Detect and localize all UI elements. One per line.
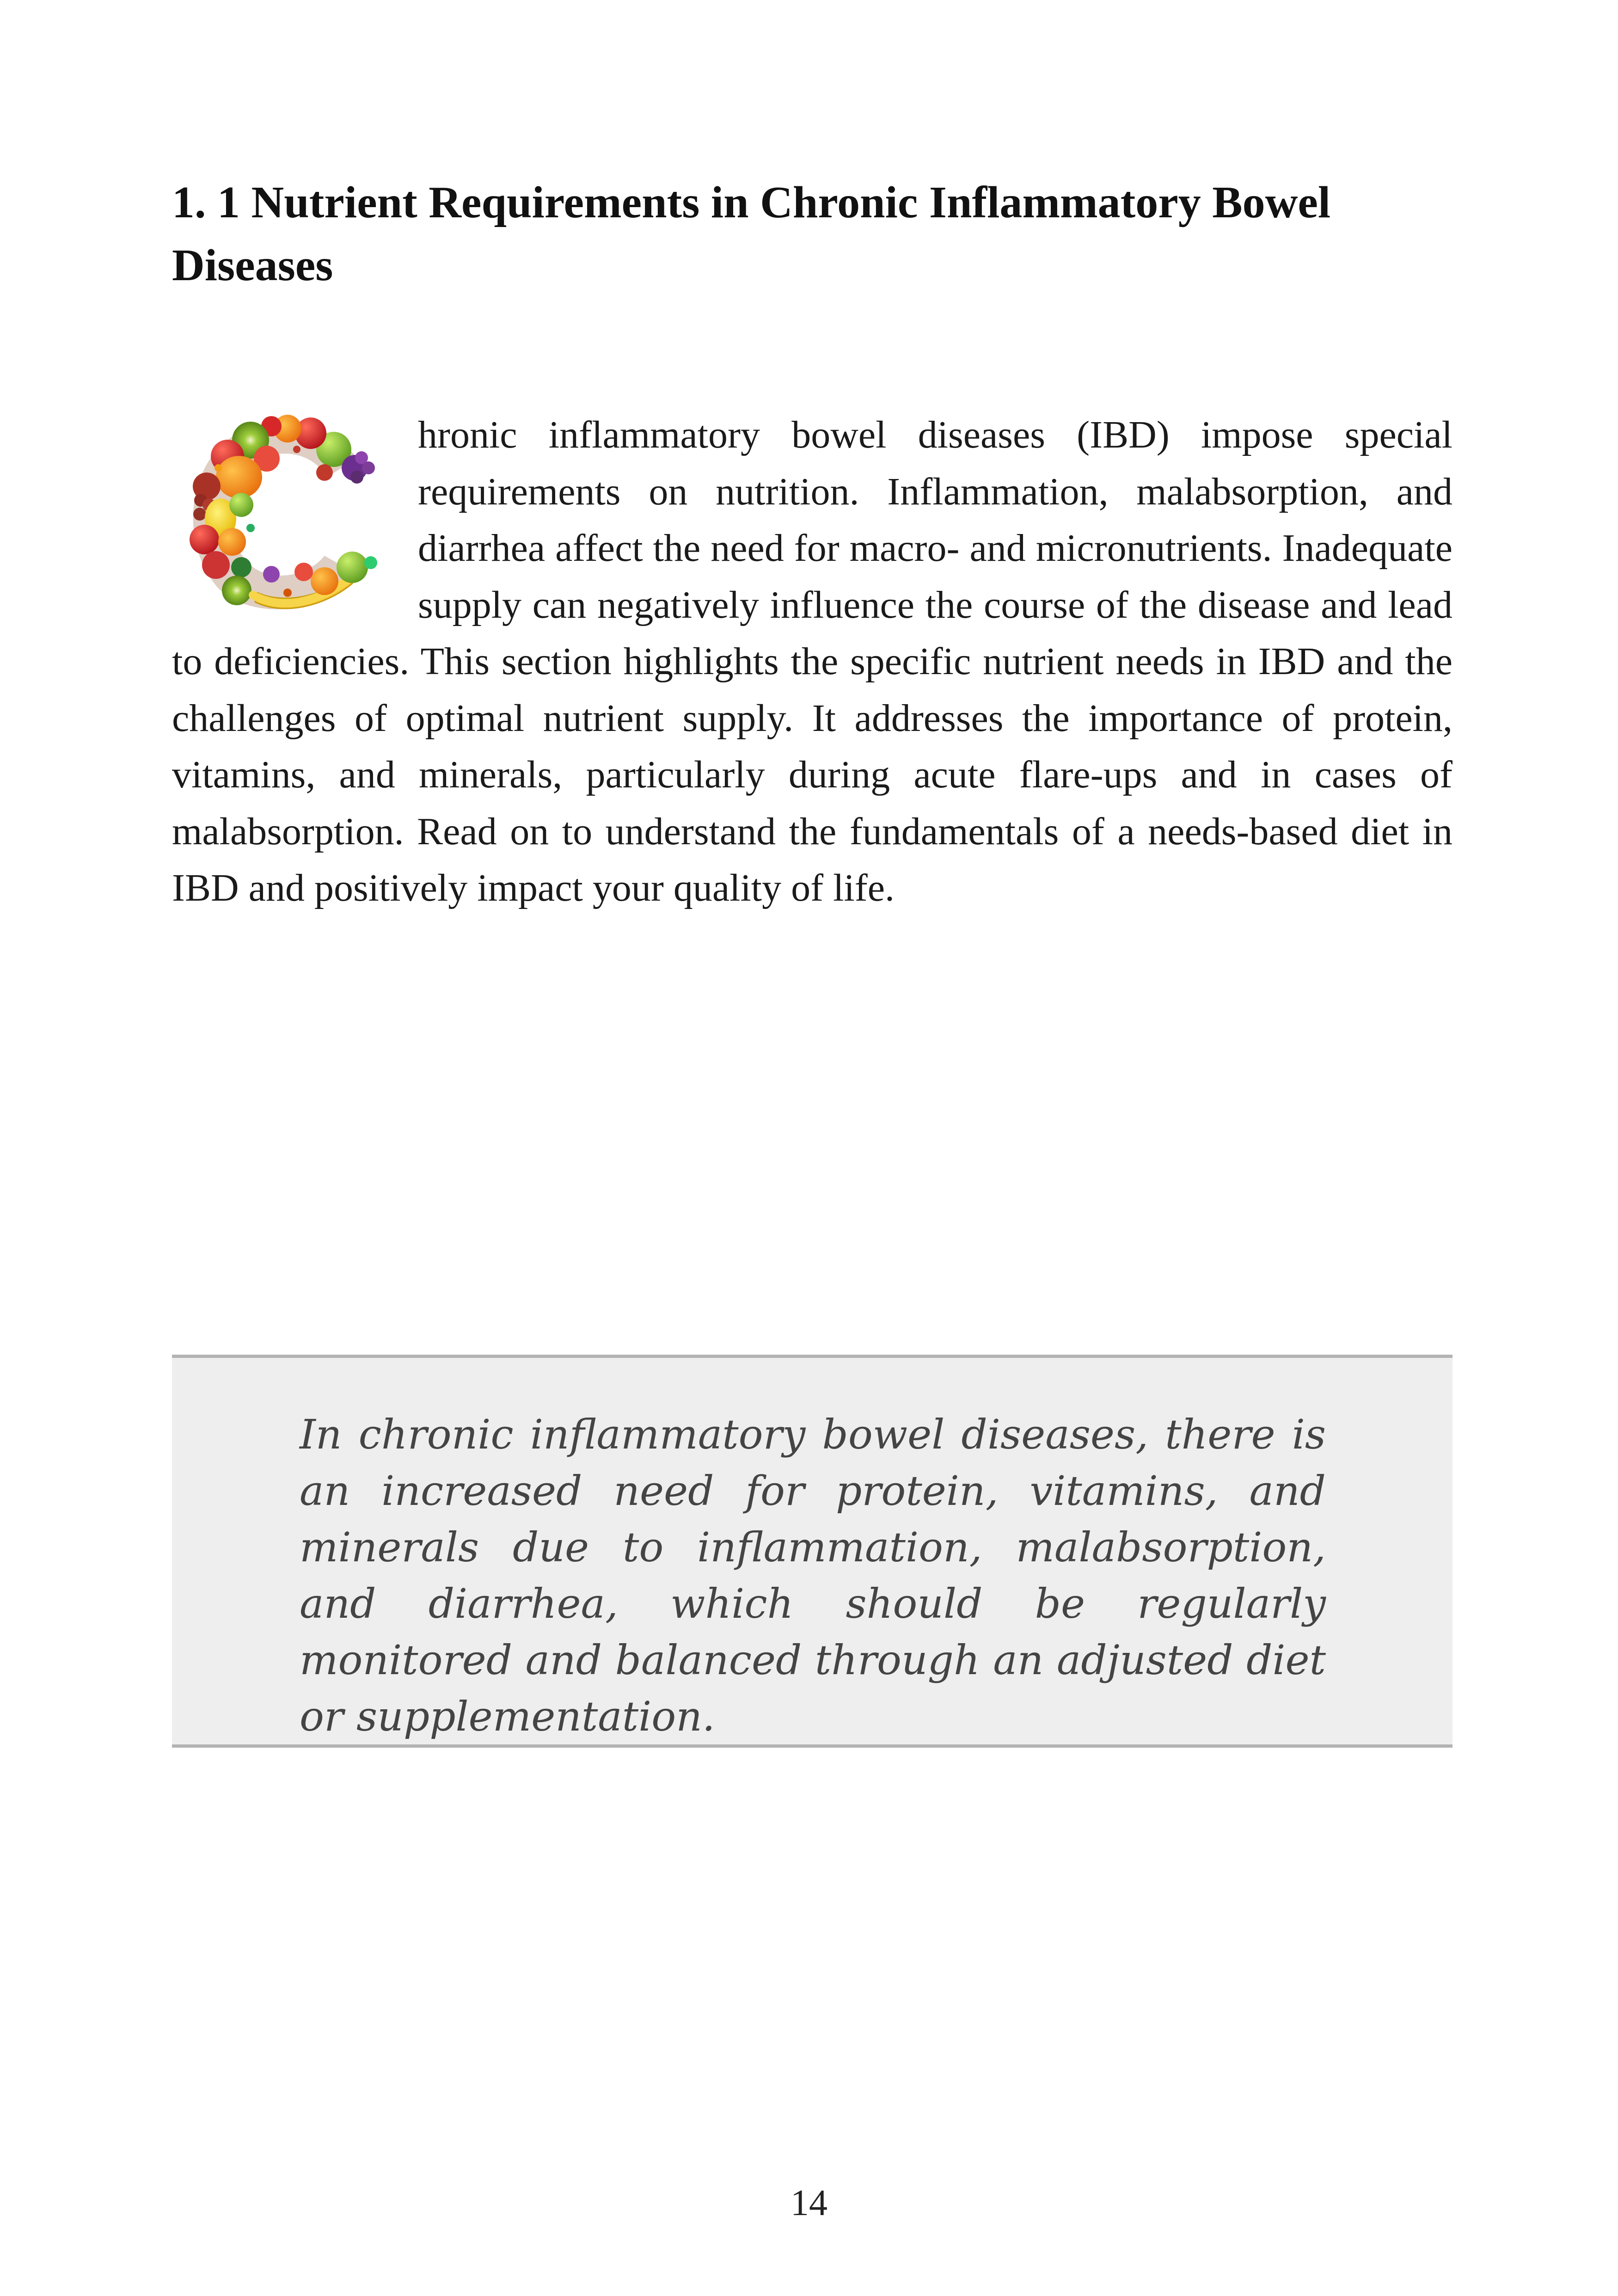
intro-text: hronic inflammatory bowel diseases (IBD) impose special requirements on nutrition. Inflammation, malabsorption, and diarrhea affect the need for macro- and micronutrients. Inadequate supply can negatively influence the course of the disease and lead to deficiencies. This section highlights the specific nutrient needs in IBD and the challenges of optimal nutrient supply. It addresses the importance of protein, vitamins, and minerals, particularly during acute flare-ups and in cases of malabsorption. Read on to understand the fundamentals of a needs-based diet in IBD and positively impact your quality of life. (172, 413, 1453, 909)
key-takeaway-text: In chronic inflammatory bowel diseases, there is an increased need for protein, vitamins, and minerals due to inflammation, malabsorption, and diarrhea, which should be regularly monitored and balanced through an adjusted diet or supplementation. (300, 1411, 1326, 1740)
intro-paragraph (172, 407, 1453, 917)
page-number: 14 (791, 2183, 827, 2223)
dropcap-fruit-c-icon (172, 408, 389, 620)
section-title: 1. 1 Nutrient Requirements in Chronic Inflammatory Bowel Diseases (172, 178, 1331, 290)
key-takeaway-box (172, 1355, 1453, 1748)
